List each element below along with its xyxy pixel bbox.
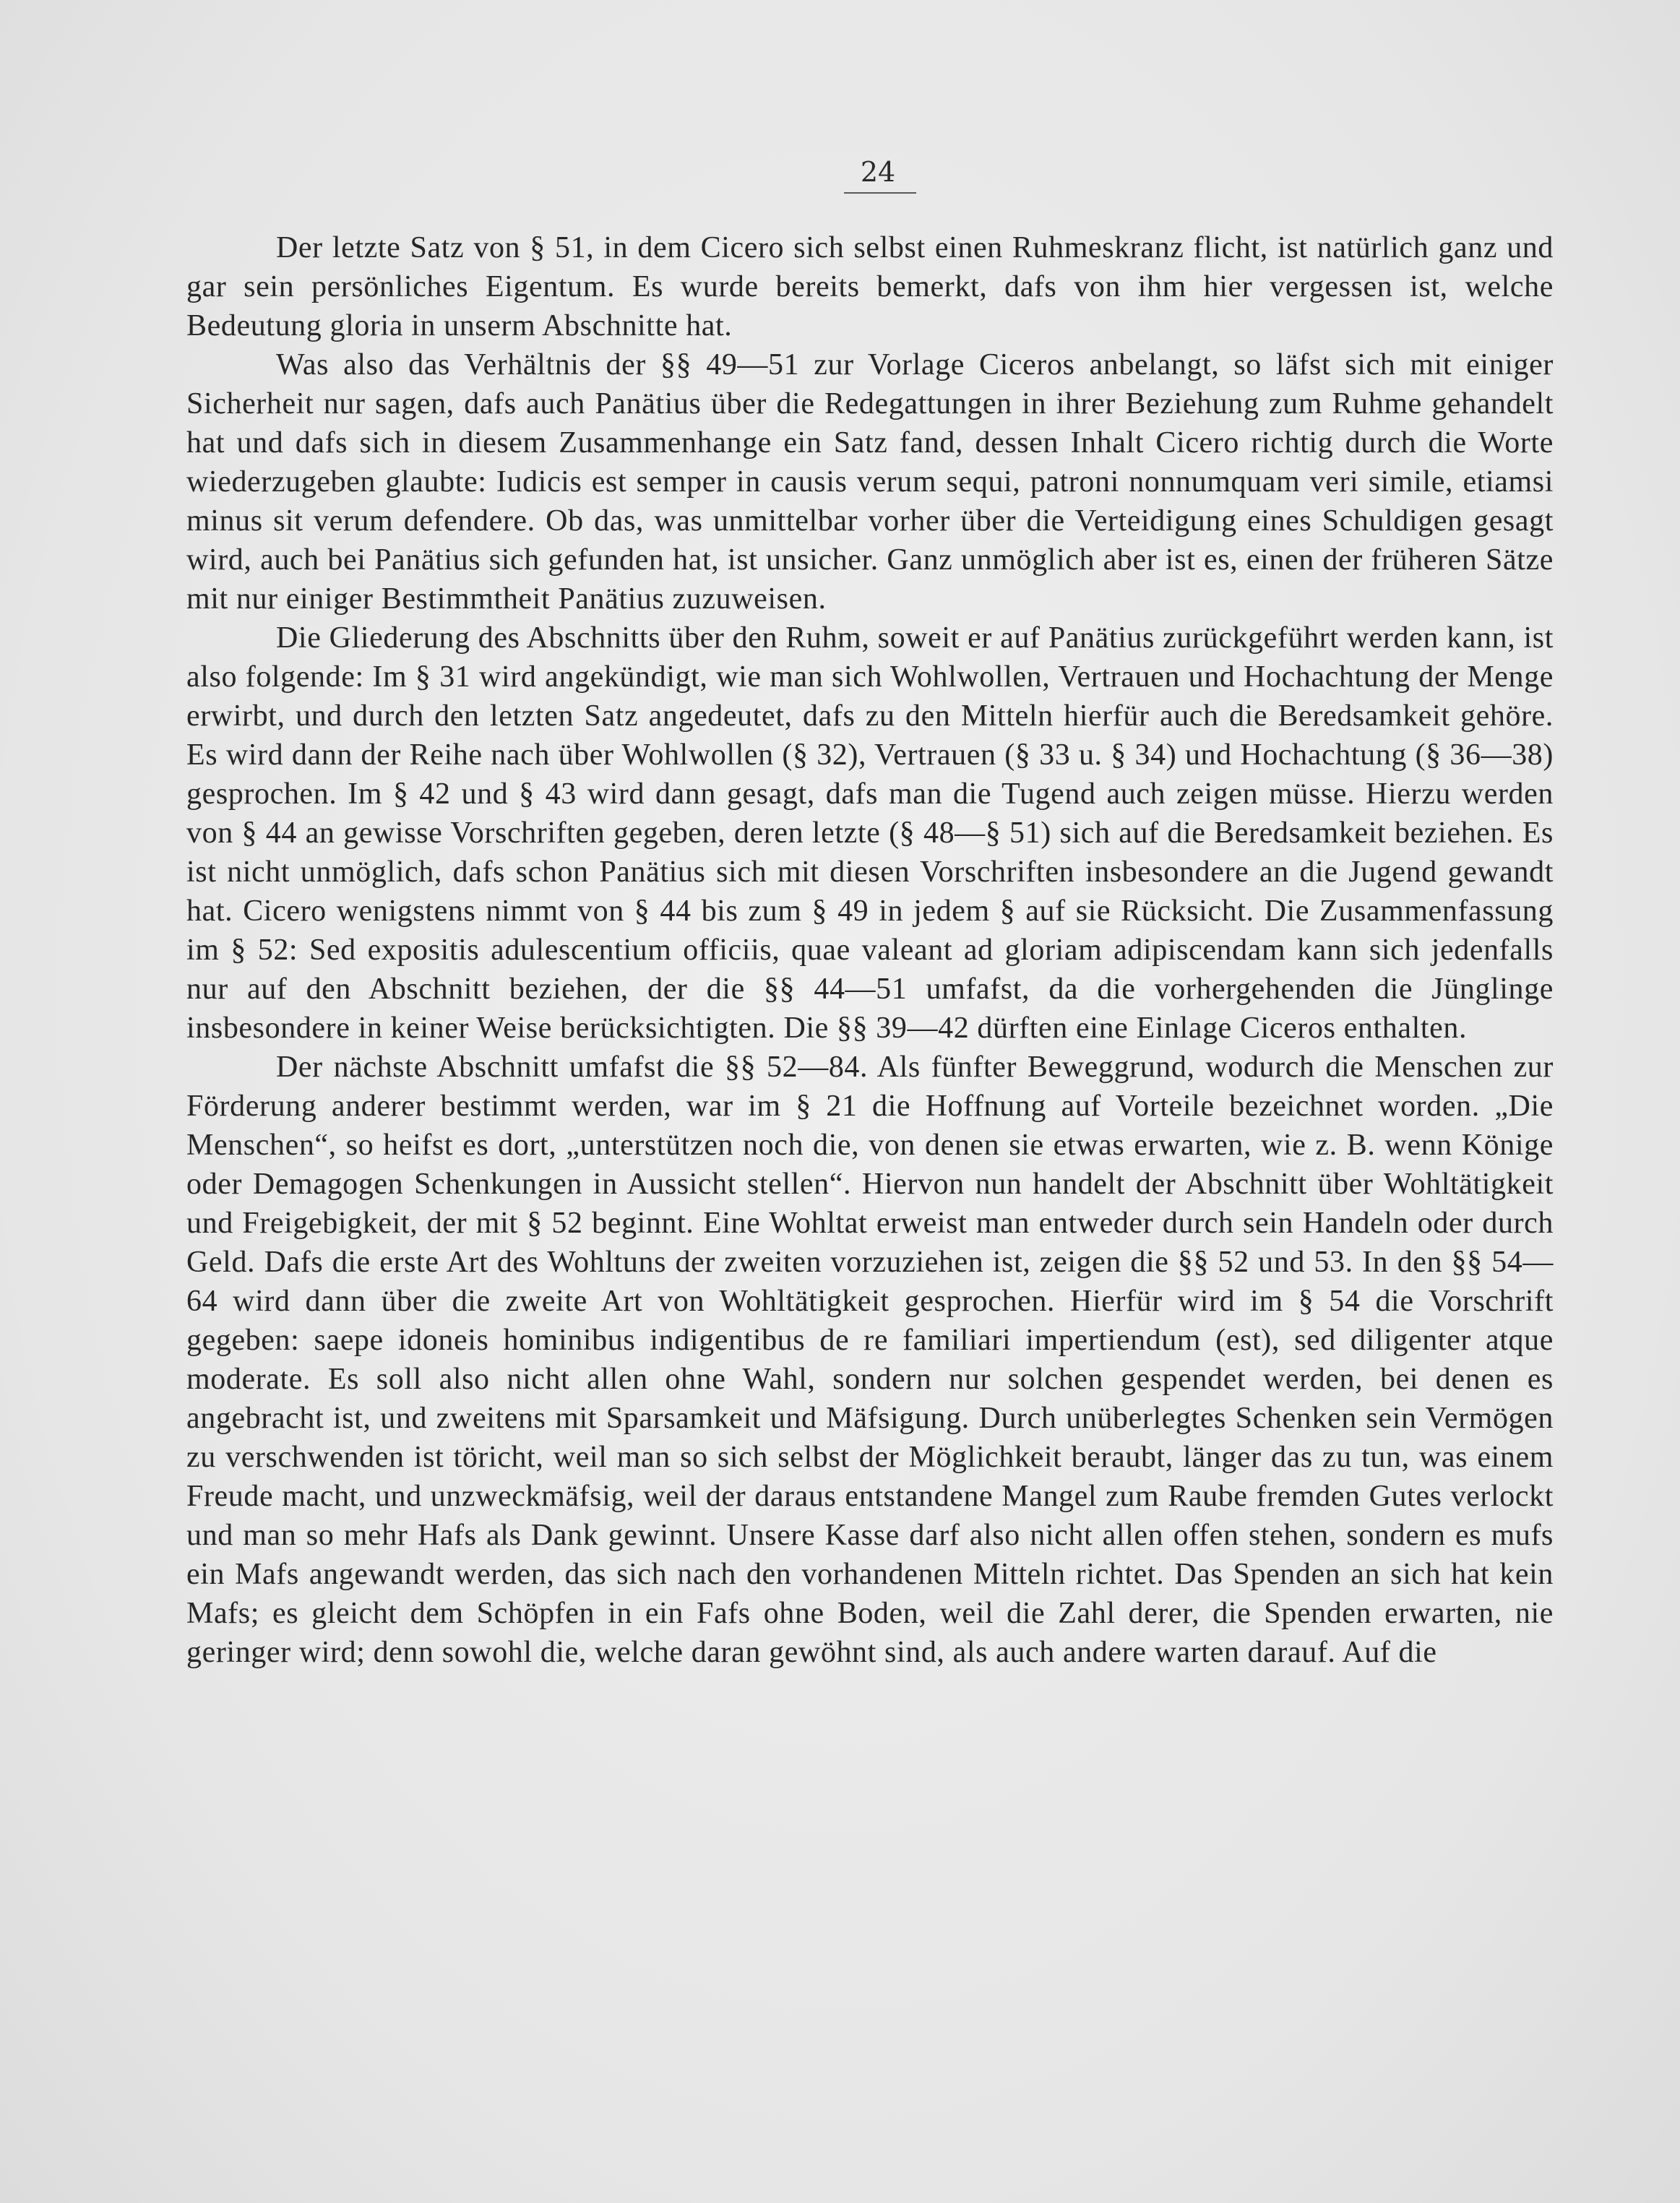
paragraph-4: Der nächste Abschnitt umfafst die §§ 52—84. Als fünfter Beweggrund, wodurch die Menschen zur Förderung anderer bestimmt werden, war im § 21 die Hoffnung auf Vorteile bezeichnet worden. „Die Menschen“, so heifst es dort, „unterstützen noch die, von denen sie etwas erwarten, wie z. B. wenn Könige oder Demagogen Schenkungen in Aussicht stellen“. Hiervon nun handelt der Abschnitt über Wohltätigkeit und Freigebigkeit, der mit § 52 beginnt. Eine Wohltat erweist man entweder durch sein Handeln oder durch Geld. Dafs die erste Art des Wohltuns der zweiten vorzuziehen ist, zeigen die §§ 52 und 53. In den §§ 54—64 wird dann über die zweite Art von Wohltätigkeit gesprochen. Hierfür wird im § 54 die Vorschrift gegeben: saepe idoneis hominibus indigentibus de re familiari impertiendum (est), sed diligenter atque moderate. Es soll also nicht allen ohne Wahl, sondern nur solchen gespendet werden, bei denen es angebracht ist, und zweitens mit Sparsamkeit und Mäfsigung. Durch unüberlegtes Schenken sein Vermögen zu verschwenden ist töricht, weil man so sich selbst der Möglichkeit beraubt, länger das zu tun, was einem Freude macht, und unzweckmäfsig, weil der daraus entstandene Mangel zum Raube fremden Gutes verlockt und man so mehr Hafs als Dank gewinnt. Unsere Kasse darf also nicht allen offen stehen, sondern es mufs ein Mafs angewandt werden, das sich nach den vorhandenen Mitteln richtet. Das Spenden an sich hat kein Mafs; es gleicht dem Schöpfen in ein Fafs ohne Boden, weil die Zahl derer, die Spenden erwarten, nie geringer wird; denn sowohl die, welche daran gewöhnt sind, als auch andere warten darauf. Auf die bbox=[186, 1051, 1554, 1669]
paragraph-2: Was also das Verhältnis der §§ 49—51 zur Vorlage Ciceros anbelangt, so läfst sich mit einiger Sicherheit nur sagen, dafs auch Panätius über die Redegattungen in ihrer Beziehung zum Ruhme gehandelt hat und dafs sich in diesem Zusammenhange ein Satz fand, dessen Inhalt Cicero richtig durch die Worte wiederzugeben glaubte: Iudicis est semper in causis verum sequi, patroni nonnumquam veri simile, etiamsi minus sit verum defendere. Ob das, was unmittelbar vorher über die Verteidigung eines Schuldigen gesagt wird, auch bei Panätius sich gefunden hat, ist unsicher. Ganz unmöglich aber ist es, einen der früheren Sätze mit nur einiger Bestimmtheit Panätius zuzuweisen. bbox=[186, 348, 1554, 616]
page-number-rule bbox=[844, 192, 916, 194]
body-text bbox=[186, 228, 1554, 1672]
paragraph-3: Die Gliederung des Abschnitts über den Ruhm, soweit er auf Panätius zurückgeführt werden kann, ist also folgende: Im § 31 wird angekündigt, wie man sich Wohlwollen, Vertrauen und Hochachtung der Menge erwirbt, und durch den letzten Satz angedeutet, dafs zu den Mitteln hierfür auch die Beredsamkeit gehöre. Es wird dann der Reihe nach über Wohlwollen (§ 32), Vertrauen (§ 33 u. § 34) und Hochachtung (§ 36—38) gesprochen. Im § 42 und § 43 wird dann gesagt, dafs man die Tugend auch zeigen müsse. Hierzu werden von § 44 an gewisse Vorschriften gegeben, deren letzte (§ 48—§ 51) sich auf die Beredsamkeit beziehen. Es ist nicht unmöglich, dafs schon Panätius sich mit diesen Vorschriften insbesondere an die Jugend gewandt hat. Cicero wenigstens nimmt von § 44 bis zum § 49 in jedem § auf sie Rücksicht. Die Zusammenfassung im § 52: Sed expositis adulescentium officiis, quae valeant ad gloriam adipiscendam kann sich jedenfalls nur auf den Abschnitt beziehen, der die §§ 44—51 umfafst, da die vorhergehenden die Jünglinge insbesondere in keiner Weise berücksichtigten. Die §§ 39—42 dürften eine Einlage Ciceros enthalten. bbox=[186, 621, 1554, 1045]
paragraph-1: Der letzte Satz von § 51, in dem Cicero sich selbst einen Ruhmeskranz flicht, ist natürlich ganz und gar sein persönliches Eigentum. Es wurde bereits bemerkt, dafs von ihm hier vergessen ist, welche Bedeutung gloria in unserm Abschnitte hat. bbox=[186, 231, 1554, 342]
page-number: 24 bbox=[860, 156, 896, 188]
